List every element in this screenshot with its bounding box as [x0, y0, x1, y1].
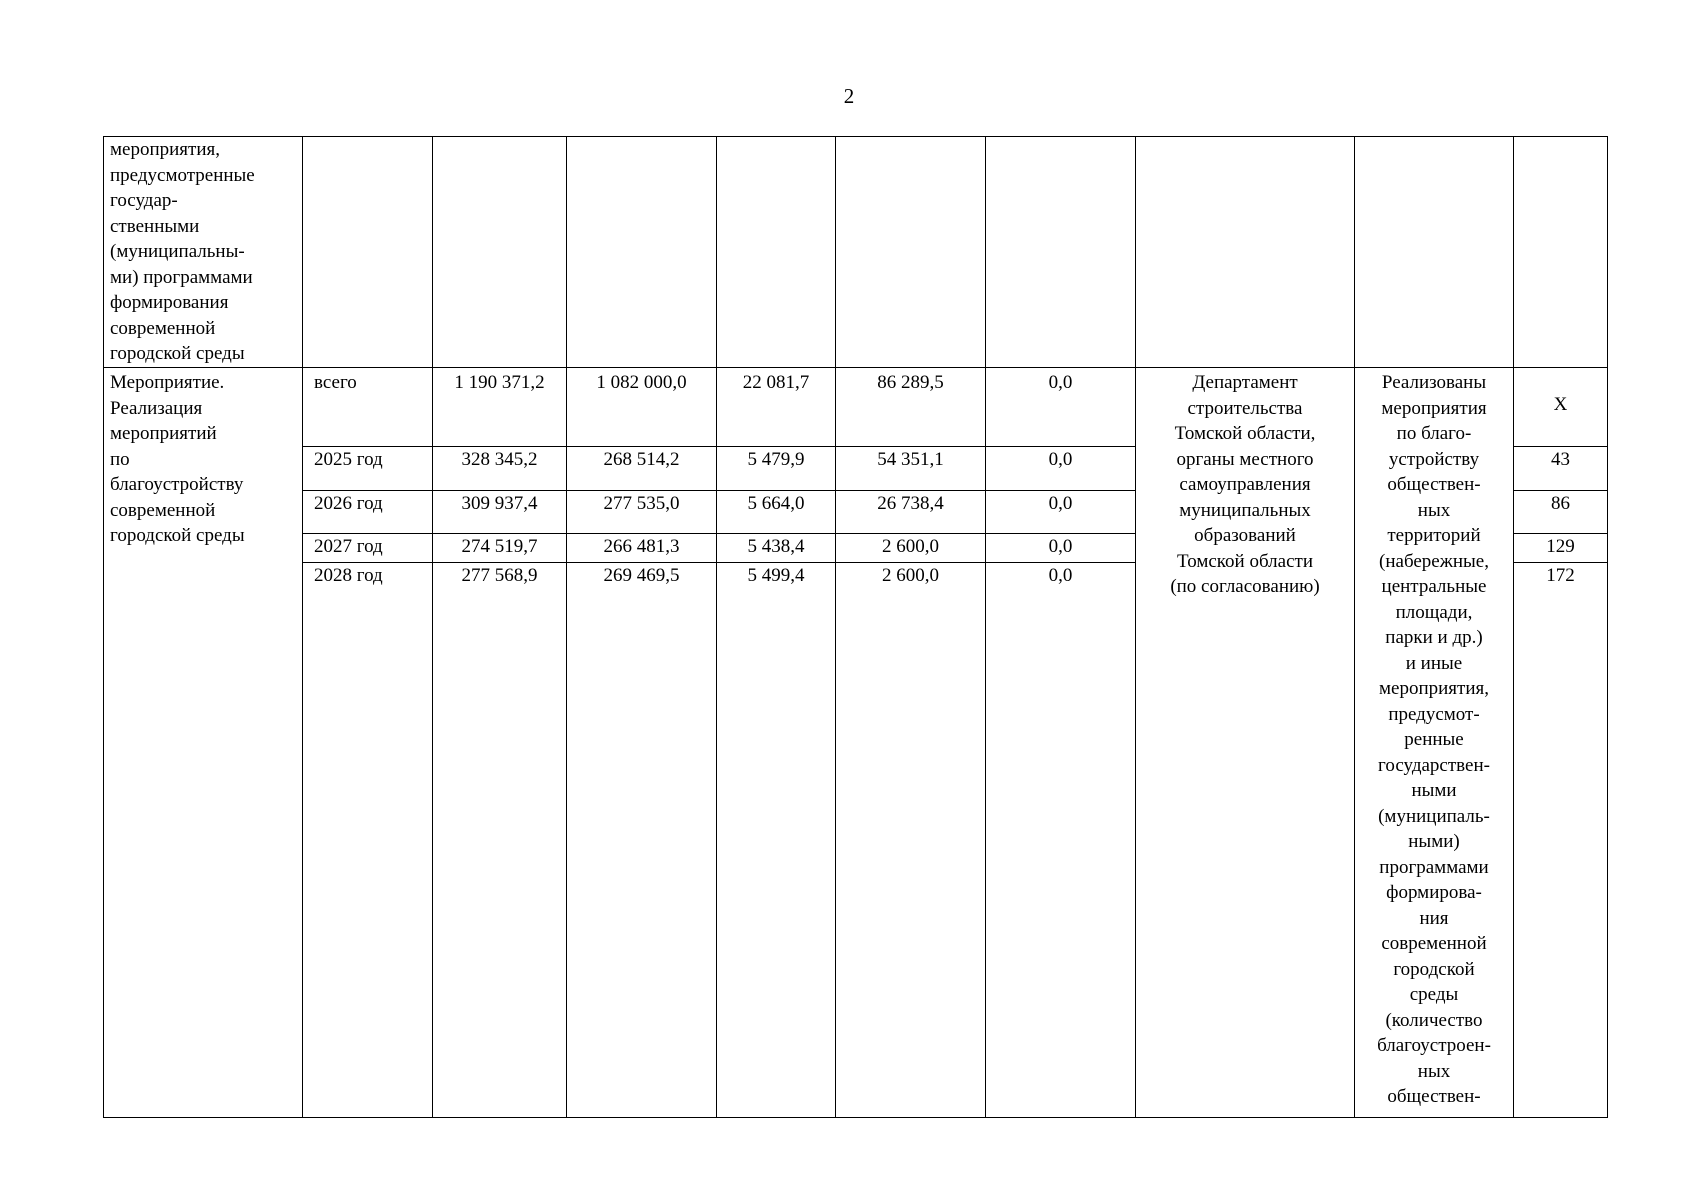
other-cell: 0,0	[986, 368, 1136, 447]
empty-cell	[303, 137, 433, 368]
period-cell: всего	[303, 368, 433, 447]
other-cell: 0,0	[986, 563, 1136, 1118]
total-cell: 277 568,9	[433, 563, 567, 1118]
local-cell: 54 351,1	[836, 447, 986, 491]
total-cell: 328 345,2	[433, 447, 567, 491]
federal-cell: 1 082 000,0	[567, 368, 717, 447]
period-cell: 2027 год	[303, 534, 433, 563]
federal-cell: 268 514,2	[567, 447, 717, 491]
regional-cell: 22 081,7	[717, 368, 836, 447]
federal-cell: 269 469,5	[567, 563, 717, 1118]
total-cell: 309 937,4	[433, 491, 567, 534]
local-cell: 86 289,5	[836, 368, 986, 447]
page-number: 2	[843, 84, 855, 108]
table-row	[104, 368, 1608, 447]
total-cell: 274 519,7	[433, 534, 567, 563]
empty-cell	[433, 137, 567, 368]
empty-cell	[1514, 137, 1608, 368]
empty-cell	[567, 137, 717, 368]
regional-cell: 5 479,9	[717, 447, 836, 491]
indicator-cell: 43	[1514, 447, 1608, 491]
event-label: Мероприятие. Реализация мероприятий по благоустройству современной городской среды	[104, 368, 303, 1118]
row-label-continuation: мероприятия, предусмотренные государ- ственными (муниципальны- ми) программами формирования современной городской среды	[104, 137, 303, 368]
federal-cell: 266 481,3	[567, 534, 717, 563]
indicator-cell: 129	[1514, 534, 1608, 563]
period-cell: 2025 год	[303, 447, 433, 491]
indicator-cell: 86	[1514, 491, 1608, 534]
regional-cell: 5 499,4	[717, 563, 836, 1118]
regional-cell: 5 438,4	[717, 534, 836, 563]
empty-cell	[1355, 137, 1514, 368]
local-cell: 2 600,0	[836, 534, 986, 563]
indicator-value: Х	[1553, 394, 1568, 415]
responsible-executor: Департамент строительства Томской области, органы местного самоуправления муниципальных образований Томской области (по согласованию)	[1136, 368, 1355, 1118]
local-cell: 2 600,0	[836, 563, 986, 1118]
table-row	[104, 137, 1608, 368]
other-cell: 0,0	[986, 491, 1136, 534]
period-cell: 2026 год	[303, 491, 433, 534]
local-cell: 26 738,4	[836, 491, 986, 534]
indicator-cell: 172	[1514, 563, 1608, 1118]
federal-cell: 277 535,0	[567, 491, 717, 534]
period-cell: 2028 год	[303, 563, 433, 1118]
expected-result: Реализованы мероприятия по благо- устройству обществен- ных территорий (набережные, центральные площади, парки и др.) и иные мероприятия, предусмот- ренные государствен- ными (муниципаль- ными) программами формирова- ния современной городской среды (количество благоустроен- ных обществен-	[1355, 368, 1514, 1118]
other-cell: 0,0	[986, 534, 1136, 563]
empty-cell	[986, 137, 1136, 368]
program-table	[103, 136, 1608, 1118]
regional-cell: 5 664,0	[717, 491, 836, 534]
empty-cell	[836, 137, 986, 368]
indicator-cell	[1514, 368, 1608, 447]
empty-cell	[1136, 137, 1355, 368]
total-cell: 1 190 371,2	[433, 368, 567, 447]
other-cell: 0,0	[986, 447, 1136, 491]
empty-cell	[717, 137, 836, 368]
